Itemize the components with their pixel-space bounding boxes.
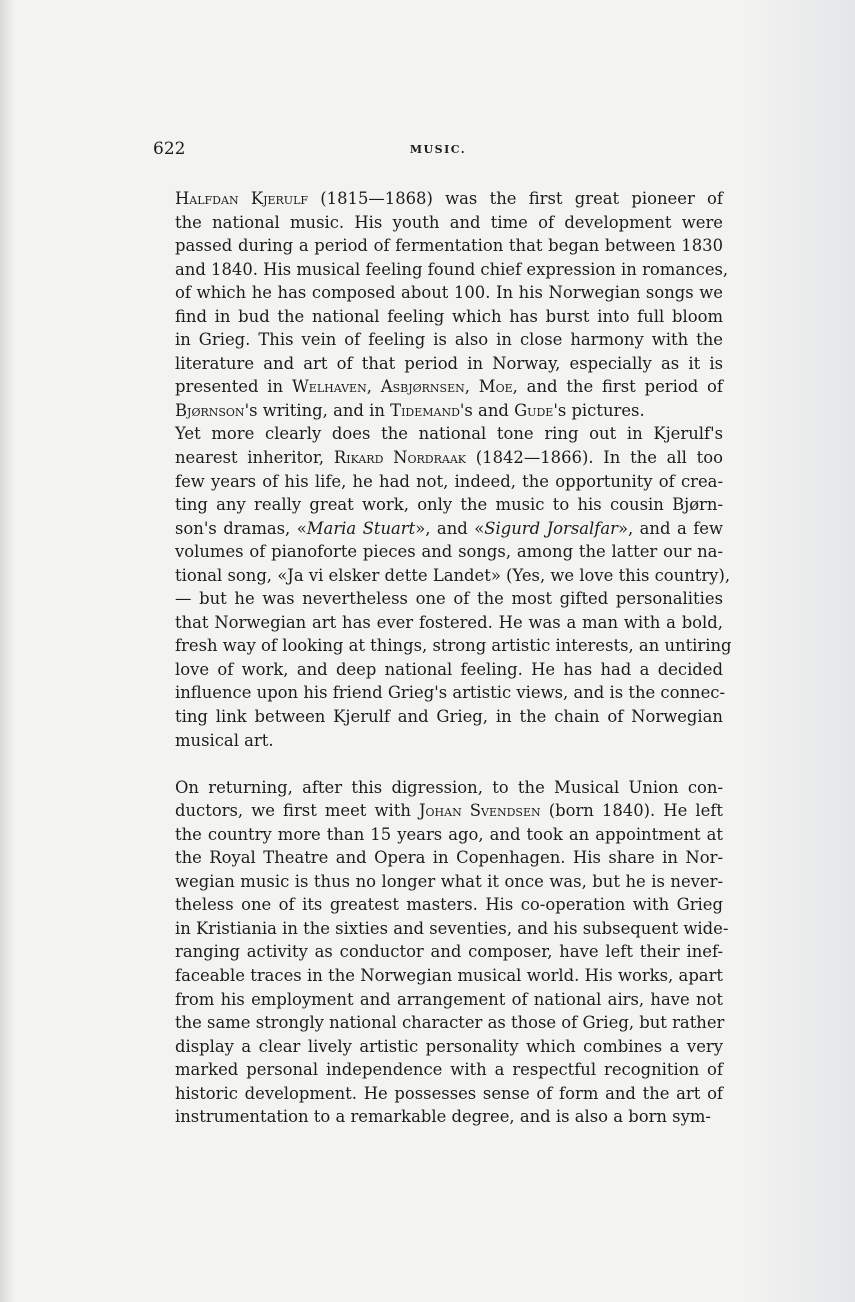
text-line (153, 917, 729, 941)
text-run: (born 1840). He left (540, 801, 723, 821)
text-line (153, 893, 723, 917)
text-line (153, 328, 723, 352)
proper-name: Asbjørnsen (380, 377, 465, 397)
text-run: find in bud the national feeling which has burst into full bloom (175, 306, 723, 326)
paragraph (153, 776, 729, 1129)
text-line (153, 281, 723, 305)
text-run: nearest inheritor, (175, 448, 334, 468)
text-run: (1842—1866). In the all too (466, 448, 723, 468)
proper-name: Gude (514, 400, 554, 420)
text-run: », and « (415, 518, 485, 538)
text-line (153, 1035, 723, 1059)
text-run: display a clear lively artistic personality which combines a very (175, 1036, 723, 1056)
text-run: instrumentation to a remarkable degree, and is also a born sym- (175, 1107, 711, 1127)
text-run: and 1840. His musical feeling found chief expression in romances, (175, 259, 729, 279)
text-line (153, 1105, 723, 1129)
body-text (153, 187, 732, 1129)
text-run: the same strongly national character as those of Grieg, but rather (175, 1013, 725, 1033)
text-line (153, 540, 723, 564)
text-run: , (464, 377, 479, 397)
text-line (153, 470, 723, 494)
text-run: son's dramas, « (175, 518, 307, 538)
text-line (153, 587, 723, 611)
text-run: theless one of its greatest masters. His co-operation with Grieg (175, 895, 723, 915)
text-run: ting any really great work, only the music to his cousin Bjørn- (175, 495, 723, 515)
text-line (153, 1058, 723, 1082)
text-run: literature and art of that period in Norway, especially as it is (175, 353, 723, 373)
text-run: that Norwegian art has ever fostered. He was a man with a bold, (175, 612, 723, 632)
text-run: passed during a period of fermentation that began between 1830 (175, 236, 723, 256)
text-run: fresh way of looking at things, strong artistic interests, an untiring (175, 636, 732, 656)
text-line (153, 846, 723, 870)
text-run: wegian music is thus no longer what it once was, but he is never- (175, 871, 723, 891)
text-run: influence upon his friend Grieg's artistic views, and is the connec- (175, 683, 725, 703)
text-run: few years of his life, he had not, indeed, the opportunity of crea- (175, 471, 723, 491)
work-title: Sigurd Jorsalfar (484, 518, 618, 538)
text-run: 's writing, and in (244, 400, 391, 420)
text-run: marked personal independence with a respectful recognition of (175, 1060, 723, 1080)
text-line (153, 258, 729, 282)
running-head: MUSIC. (409, 143, 467, 156)
text-run: (1815—1868) was the first great pioneer of (308, 189, 723, 208)
text-line (153, 988, 723, 1012)
text-line (153, 1082, 723, 1106)
text-line (153, 211, 723, 235)
proper-name: Welhaven (291, 377, 367, 397)
text-line (153, 1011, 723, 1035)
page-edge-shadow (0, 0, 14, 1302)
text-line (153, 658, 723, 682)
text-run: historic development. He possesses sense of form and the art of (175, 1083, 723, 1103)
proper-name: Rikard Nordraak (333, 448, 466, 468)
text-line (153, 799, 723, 823)
text-run: 's and (459, 400, 515, 420)
text-run: faceable traces in the Norwegian musical world. His works, apart (175, 966, 723, 985)
paragraph (153, 187, 729, 422)
text-line (153, 493, 723, 517)
work-title: Maria Stuart (306, 518, 416, 538)
text-line (153, 234, 723, 258)
text-line (153, 634, 732, 658)
text-run: ranging activity as conductor and composer, have left their inef- (175, 942, 723, 962)
page-edge-tint (745, 0, 855, 1302)
text-run: Yet more clearly does the national tone ring out in Kjerulf's (175, 424, 723, 444)
text-line (153, 940, 723, 964)
text-run: from his employment and arrangement of national airs, have not (175, 989, 723, 1009)
text-line (153, 399, 723, 423)
text-run: ting link between Kjerulf and Grieg, in the chain of Norwegian (175, 707, 723, 727)
text-line (153, 823, 723, 847)
text-run: in Kristiania in the sixties and seventies, and his subsequent wide- (175, 918, 729, 938)
text-run: love of work, and deep national feeling. He has had a decided (175, 659, 723, 679)
text-run: the national music. His youth and time of development were (175, 212, 723, 232)
text-run: 's pictures. (553, 400, 645, 420)
proper-name: Johan Svendsen (418, 801, 541, 821)
text-run: On returning, after this digression, to the Musical Union con- (175, 777, 723, 797)
text-line (153, 375, 723, 399)
text-line (153, 305, 723, 329)
text-line (153, 776, 723, 800)
text-line (153, 611, 723, 635)
text-run: volumes of pianoforte pieces and songs, among the latter our na- (175, 542, 723, 562)
text-run: — but he was nevertheless one of the most gifted personalities (175, 589, 723, 609)
text-run: in Grieg. This vein of feeling is also in close harmony with the (175, 330, 723, 350)
text-line (153, 681, 723, 705)
text-line (153, 870, 723, 894)
text-run: the Royal Theatre and Opera in Copenhagen. His share in Nor- (175, 848, 723, 868)
text-run: presented in (175, 377, 292, 397)
text-line (153, 729, 723, 753)
text-line (153, 352, 723, 376)
text-line (153, 964, 723, 988)
proper-name: Moe (478, 377, 513, 397)
proper-name: Halfdan Kjerulf (175, 189, 308, 208)
text-line (153, 187, 723, 211)
paragraph (153, 422, 732, 752)
proper-name: Bjørnson (175, 400, 245, 420)
text-run: ductors, we first meet with (175, 801, 419, 821)
text-line (153, 517, 723, 541)
text-run: , and the first period of (512, 377, 723, 397)
page-header (153, 139, 723, 167)
text-line (153, 705, 723, 729)
text-run: the country more than 15 years ago, and took an appointment at (175, 824, 723, 844)
text-run: », and a few (617, 518, 723, 538)
text-line (153, 422, 723, 446)
proper-name: Tidemand (390, 400, 460, 420)
text-line (153, 564, 731, 588)
text-line (153, 446, 723, 470)
text-run: tional song, «Ja vi elsker dette Landet» (Yes, we love this country), (175, 565, 731, 585)
text-run: of which he has composed about 100. In his Norwegian songs we (175, 283, 723, 303)
text-run: , (366, 377, 381, 397)
text-run: musical art. (175, 730, 274, 750)
page-number: 622 (153, 139, 186, 159)
